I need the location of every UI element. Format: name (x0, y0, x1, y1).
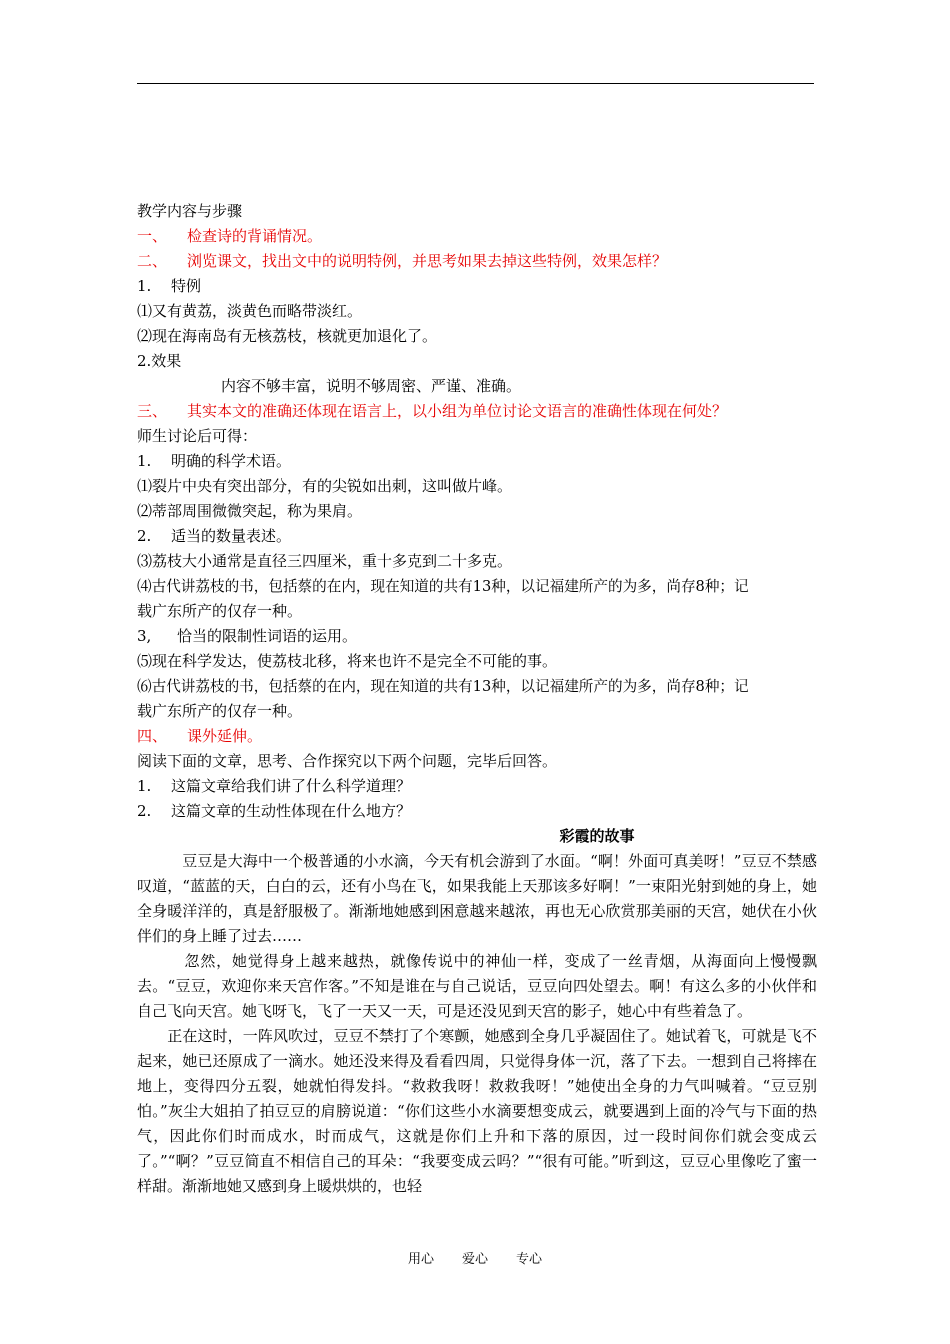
question-item: 1. 这篇文章给我们讲了什么科学道理？ (137, 777, 412, 795)
text-line: 阅读下面的文章，思考、合作探究以下两个问题，完毕后回答。 (137, 752, 558, 770)
step-text: 课外延伸。 (187, 727, 263, 745)
text-line: ⑹古代讲荔枝的书，包括蔡的在内，现在知道的共有13种，以记福建所产的为多，尚存8种；记 (137, 678, 749, 695)
step-text: 其实本文的准确还体现在语言上，以小组为单位讨论文语言的准确性体现在何处？ (187, 402, 728, 420)
text-line: ⑴裂片中央有突出部分，有的尖锐如出刺，这叫做片峰。 (137, 477, 513, 495)
question-item: 2. 这篇文章的生动性体现在什么地方？ (137, 802, 412, 820)
section-heading: 教学内容与步骤 (137, 202, 243, 220)
text-line: ⑵蒂部周围微微突起，称为果肩。 (137, 502, 363, 520)
story-paragraph: 正在这时，一阵风吹过，豆豆不禁打了个寒颤，她感到全身几乎凝固住了。她试着飞，可就是飞不起来，她已还原成了一滴水。她还没来得及看看四周，只觉得身体一沉，落了下去。一想到自己将摔在地上，变得四分五裂，她就怕得发抖。“救救我呀！救救我呀！”她使出全身的力气叫喊着。“豆豆别怕。”灰尘大姐拍了拍豆豆的肩膀说道：“你们这些小水滴要想变成云，就要遇到上面的冷气与下面的热气，因此你们时而成水，时而成气，这就是你们上升和下落的原因，过一段时间你们就会变成云了。”“啊？”豆豆简直不相信自己的耳朵：“我要变成云吗？”“很有可能。”听到这，豆豆心里像吃了蜜一样甜。渐渐地她又感到身上暖烘烘的，也轻 (137, 1027, 817, 1195)
page-footer (0, 1248, 950, 1267)
step-2 (137, 249, 817, 274)
step-number: 一、 (137, 227, 168, 245)
footer-text: 用心 (407, 1252, 434, 1267)
step-number: 四、 (137, 727, 168, 745)
step-3 (137, 399, 817, 424)
text-line: 师生讨论后可得： (137, 427, 258, 445)
step-number: 二、 (137, 252, 168, 270)
story-title: 彩霞的故事 (559, 827, 635, 845)
document-body (137, 199, 817, 1199)
story-paragraph: 豆豆是大海中一个极普通的小水滴，今天有机会游到了水面。“啊！外面可真美呀！”豆豆不禁感叹道，“蓝蓝的天，白白的云，还有小鸟在飞，如果我能上天那该多好啊！”一束阳光射到她的身上，她全身暖洋洋的，真是舒服极了。渐渐地她感到困意越来越浓，再也无心欣赏那美丽的天宫，她伏在小伙伴们的身上睡了过去…… (137, 852, 817, 945)
story-paragraph: 忽然，她觉得身上越来越热，就像传说中的神仙一样，变成了一丝青烟，从海面向上慢慢飘去。“豆豆，欢迎你来天宫作客。”不知是谁在与自己说话，豆豆向四处望去。啊！有这么多的小伙伴和自己飞向天宫。她飞呀飞，飞了一天又一天，可是还没见到天宫的影子，她心中有些着急了。 (137, 952, 817, 1020)
list-item: 3, 恰当的限制性词语的运用。 (137, 627, 358, 645)
text-line: 载广东所产的仅存一种。 (137, 602, 303, 620)
text-line: ⑷古代讲荔枝的书，包括蔡的在内，现在知道的共有13种，以记福建所产的为多，尚存8种；记 (137, 578, 749, 595)
text-line: ⑵现在海南岛有无核荔枝，核就更加退化了。 (137, 327, 438, 345)
list-item: 2. 适当的数量表述。 (137, 527, 292, 545)
text-line: ⑴又有黄荔，淡黄色而略带淡红。 (137, 302, 363, 320)
list-item: 2.效果 (137, 352, 182, 370)
text-line: ⑸现在科学发达，使荔枝北移，将来也许不是完全不可能的事。 (137, 652, 558, 670)
footer-text: 爱心 (461, 1252, 488, 1267)
step-number: 三、 (137, 402, 168, 420)
list-item: 1. 明确的科学术语。 (137, 452, 292, 470)
text-line: 载广东所产的仅存一种。 (137, 702, 303, 720)
step-text: 浏览课文，找出文中的说明特例，并思考如果去掉这些特例，效果怎样？ (187, 252, 668, 270)
step-4 (137, 724, 817, 749)
list-item: 1. 特例 (137, 277, 202, 295)
step-text: 检查诗的背诵情况。 (187, 227, 323, 245)
step-1 (137, 224, 817, 249)
text-line: ⑶荔枝大小通常是直径三四厘米，重十多克到二十多克。 (137, 552, 513, 570)
footer-text: 专心 (516, 1252, 543, 1267)
header-rule (137, 83, 814, 84)
text-line: 内容不够丰富，说明不够周密、严谨、准确。 (221, 377, 522, 395)
